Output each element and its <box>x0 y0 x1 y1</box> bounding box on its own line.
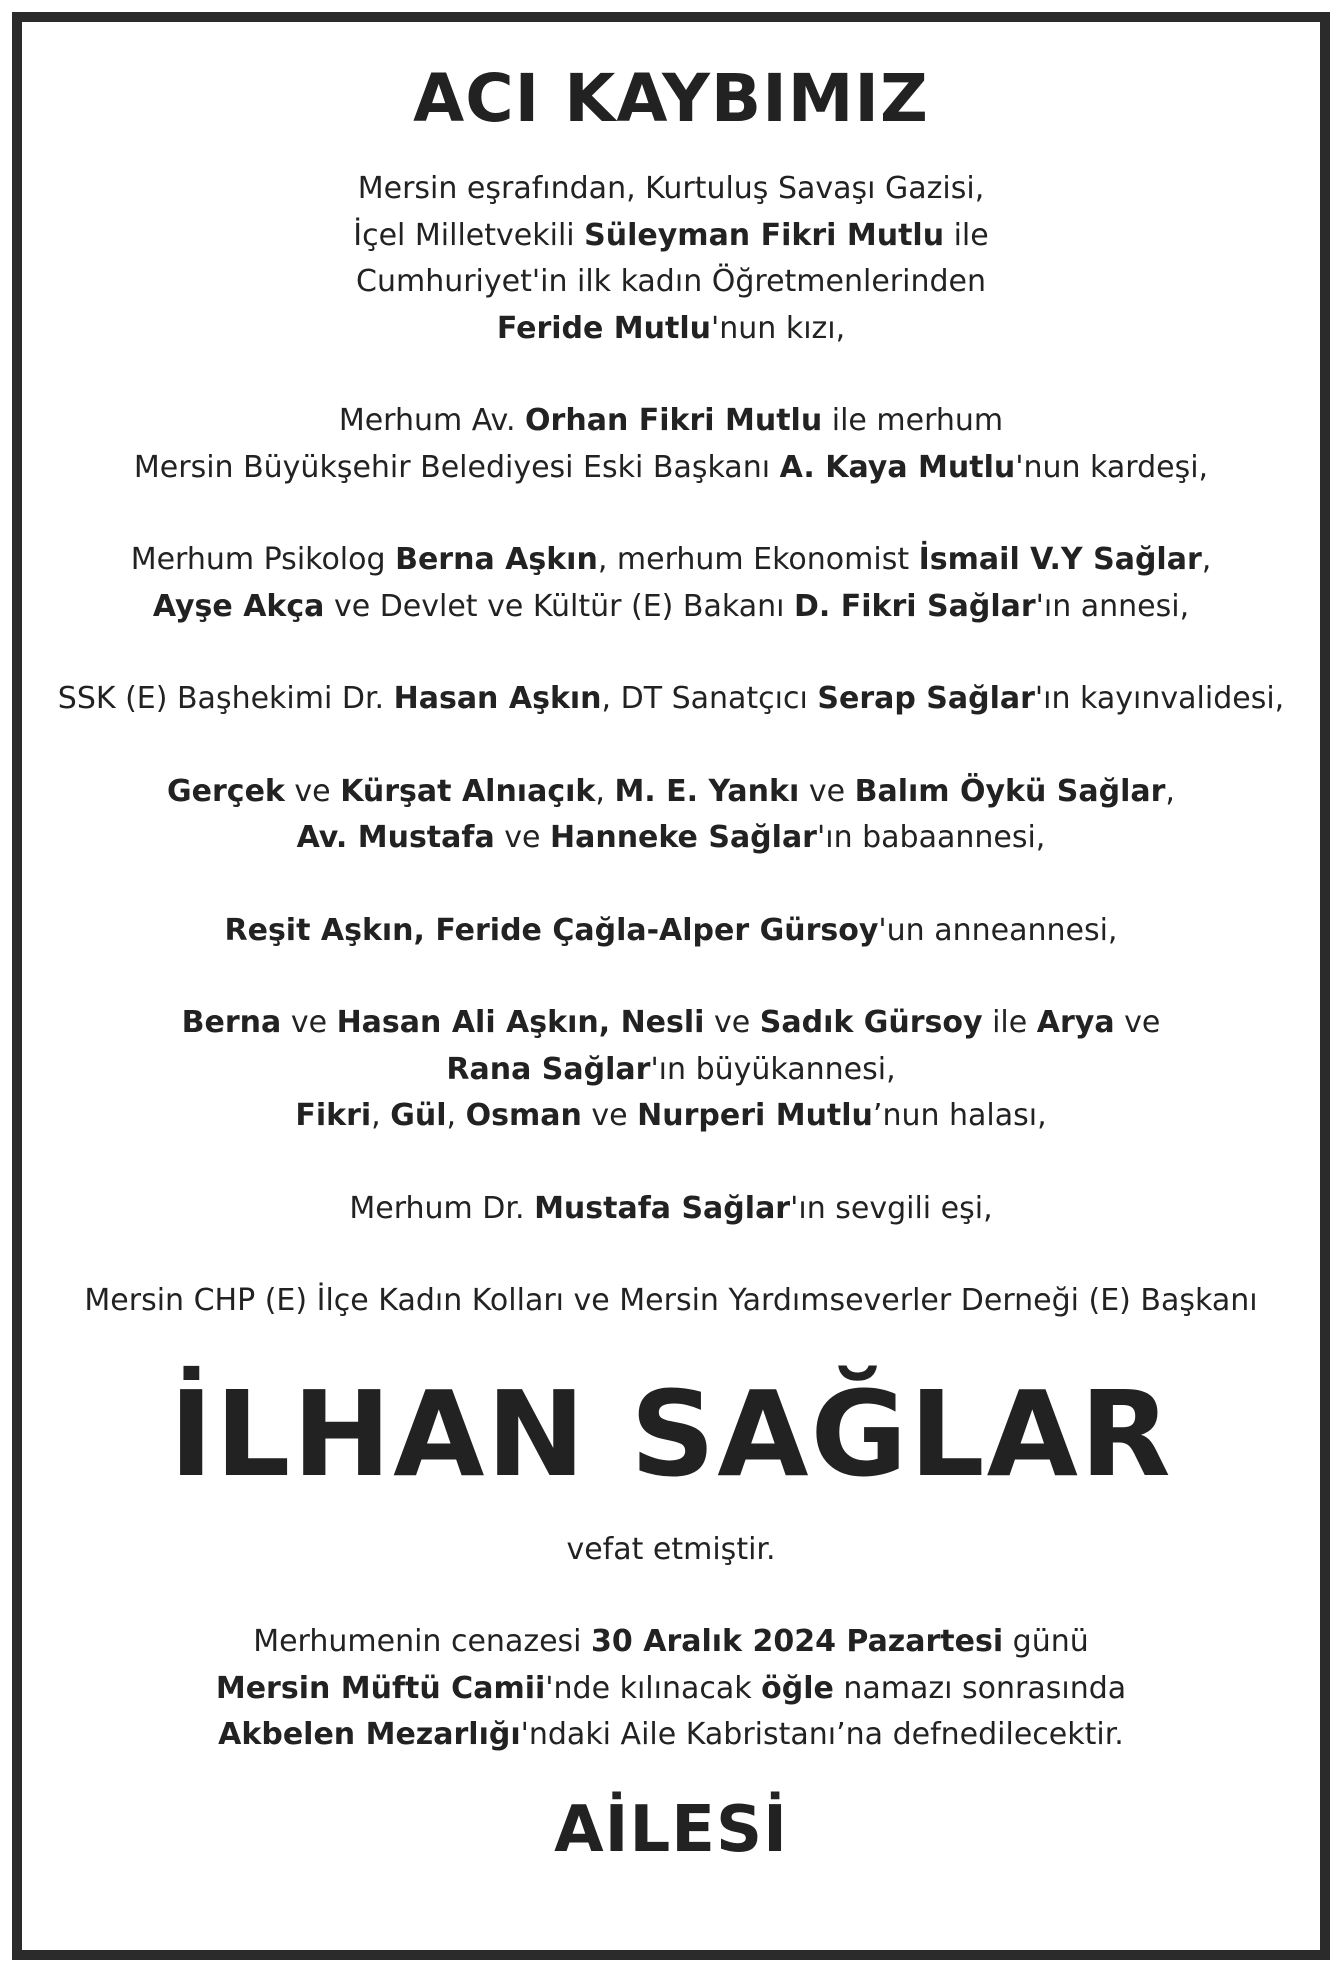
text-line: Gerçek ve Kürşat Alnıaçık, M. E. Yankı ve Balım Öykü Sağlar, <box>167 773 1175 809</box>
person-name: Orhan Fikri Mutlu <box>525 403 823 438</box>
person-name: Gerçek <box>167 773 285 809</box>
person-name: A. Kaya Mutlu <box>779 449 1016 485</box>
paragraph-funeral <box>22 1619 1320 1759</box>
text-line: Av. Mustafa ve Hanneke Sağlar'ın babaannesi, <box>296 820 1046 855</box>
person-name: Reşit Aşkın, Feride Çağla-Alper Gürsoy <box>224 912 879 948</box>
person-name: Av. Mustafa <box>296 820 495 855</box>
person-name: M. E. Yankı <box>614 773 800 809</box>
text-line: Cumhuriyet'in ilk kadın Öğretmenlerinden <box>356 264 986 299</box>
paragraph-children <box>22 537 1320 630</box>
person-name: Osman <box>465 1098 582 1133</box>
passed-away-text: vefat etmiştir. <box>566 1531 776 1567</box>
deceased-name: İLHAN SAĞLAR <box>169 1364 1173 1503</box>
text-line: Merhum Dr. Mustafa Sağlar'ın sevgili eşi, <box>349 1190 993 1226</box>
announcement-heading: ACI KAYBIMIZ <box>413 60 929 137</box>
text-line: Berna ve Hasan Ali Aşkın, Nesli ve Sadık Gürsoy ile Arya ve <box>181 1005 1161 1040</box>
person-name: Ayşe Akça <box>152 588 325 624</box>
paragraph-great-grandchildren <box>22 1000 1320 1140</box>
text-line: Akbelen Mezarlığı'ndaki Aile Kabristanı’na defnedilecektir. <box>218 1717 1124 1752</box>
text-line: Merhum Av. Orhan Fikri Mutlu ile merhum <box>338 403 1004 438</box>
text-line: Merhumenin cenazesi 30 Aralık 2024 Pazartesi günü <box>253 1624 1089 1659</box>
person-name: Hasan Ali Aşkın, Nesli <box>336 1005 705 1040</box>
paragraph-grandchildren-maternal <box>22 908 1320 955</box>
person-name: Nurperi Mutlu <box>637 1098 873 1133</box>
announcement-frame <box>12 12 1330 1960</box>
signature-family: AİLESİ <box>554 1792 788 1867</box>
text-line: Merhum Psikolog Berna Aşkın, merhum Ekonomist İsmail V.Y Sağlar, <box>130 542 1212 577</box>
person-name: Hasan Aşkın <box>393 681 602 716</box>
text-line: Feride Mutlu'nun kızı, <box>496 310 846 346</box>
person-name: Arya <box>1036 1005 1115 1040</box>
announcement-content <box>22 22 1320 1867</box>
person-name: Gül <box>390 1098 447 1133</box>
person-name: Hanneke Sağlar <box>549 820 817 855</box>
text-line: Fikri, Gül, Osman ve Nurperi Mutlu’nun halası, <box>295 1098 1047 1133</box>
funeral-date: 30 Aralık 2024 Pazartesi <box>591 1624 1004 1659</box>
person-name: Berna Aşkın <box>395 542 598 577</box>
person-name: Süleyman Fikri Mutlu <box>584 217 945 253</box>
paragraph-title <box>22 1278 1320 1325</box>
paragraph-in-laws <box>22 676 1320 723</box>
text-line: Mersin Büyükşehir Belediyesi Eski Başkanı A. Kaya Mutlu'nun kardeşi, <box>133 449 1209 485</box>
person-name: Fikri <box>295 1098 372 1133</box>
cemetery-name: Akbelen Mezarlığı <box>218 1717 521 1752</box>
text-line: Reşit Aşkın, Feride Çağla-Alper Gürsoy'un anneannesi, <box>224 912 1118 948</box>
person-name: Rana Sağlar <box>446 1051 651 1087</box>
paragraph-siblings <box>22 398 1320 491</box>
paragraph-spouse <box>22 1186 1320 1233</box>
paragraph-grandchildren-paternal <box>22 769 1320 862</box>
person-name: Berna <box>181 1005 282 1040</box>
text-line: Rana Sağlar'ın büyükannesi, <box>446 1051 896 1087</box>
paragraph-parents <box>22 166 1320 352</box>
person-name: Mustafa Sağlar <box>534 1190 791 1226</box>
person-name: İsmail V.Y Sağlar <box>918 542 1202 577</box>
person-name: Kürşat Alnıaçık <box>340 773 596 809</box>
text-line: Mersin Müftü Camii'nde kılınacak öğle namazı sonrasında <box>215 1670 1127 1706</box>
person-name: Sadık Gürsoy <box>759 1005 983 1040</box>
person-name: Balım Öykü Sağlar <box>854 773 1166 809</box>
text-line: Ayşe Akça ve Devlet ve Kültür (E) Bakanı D. Fikri Sağlar'ın annesi, <box>152 588 1190 624</box>
text-line: SSK (E) Başhekimi Dr. Hasan Aşkın, DT Sanatçıcı Serap Sağlar'ın kayınvalidesi, <box>57 681 1285 716</box>
text-line: Mersin CHP (E) İlçe Kadın Kolları ve Mersin Yardımseverler Derneği (E) Başkanı <box>84 1283 1258 1318</box>
text-line: İçel Milletvekili Süleyman Fikri Mutlu ile <box>353 217 989 253</box>
text-line: Mersin eşrafından, Kurtuluş Savaşı Gazisi, <box>357 171 985 206</box>
person-name: Serap Sağlar <box>817 681 1035 716</box>
mosque-name: Mersin Müftü Camii <box>215 1670 546 1706</box>
person-name: Feride Mutlu <box>496 310 711 346</box>
prayer-time: öğle <box>761 1670 834 1706</box>
person-name: D. Fikri Sağlar <box>794 588 1036 624</box>
